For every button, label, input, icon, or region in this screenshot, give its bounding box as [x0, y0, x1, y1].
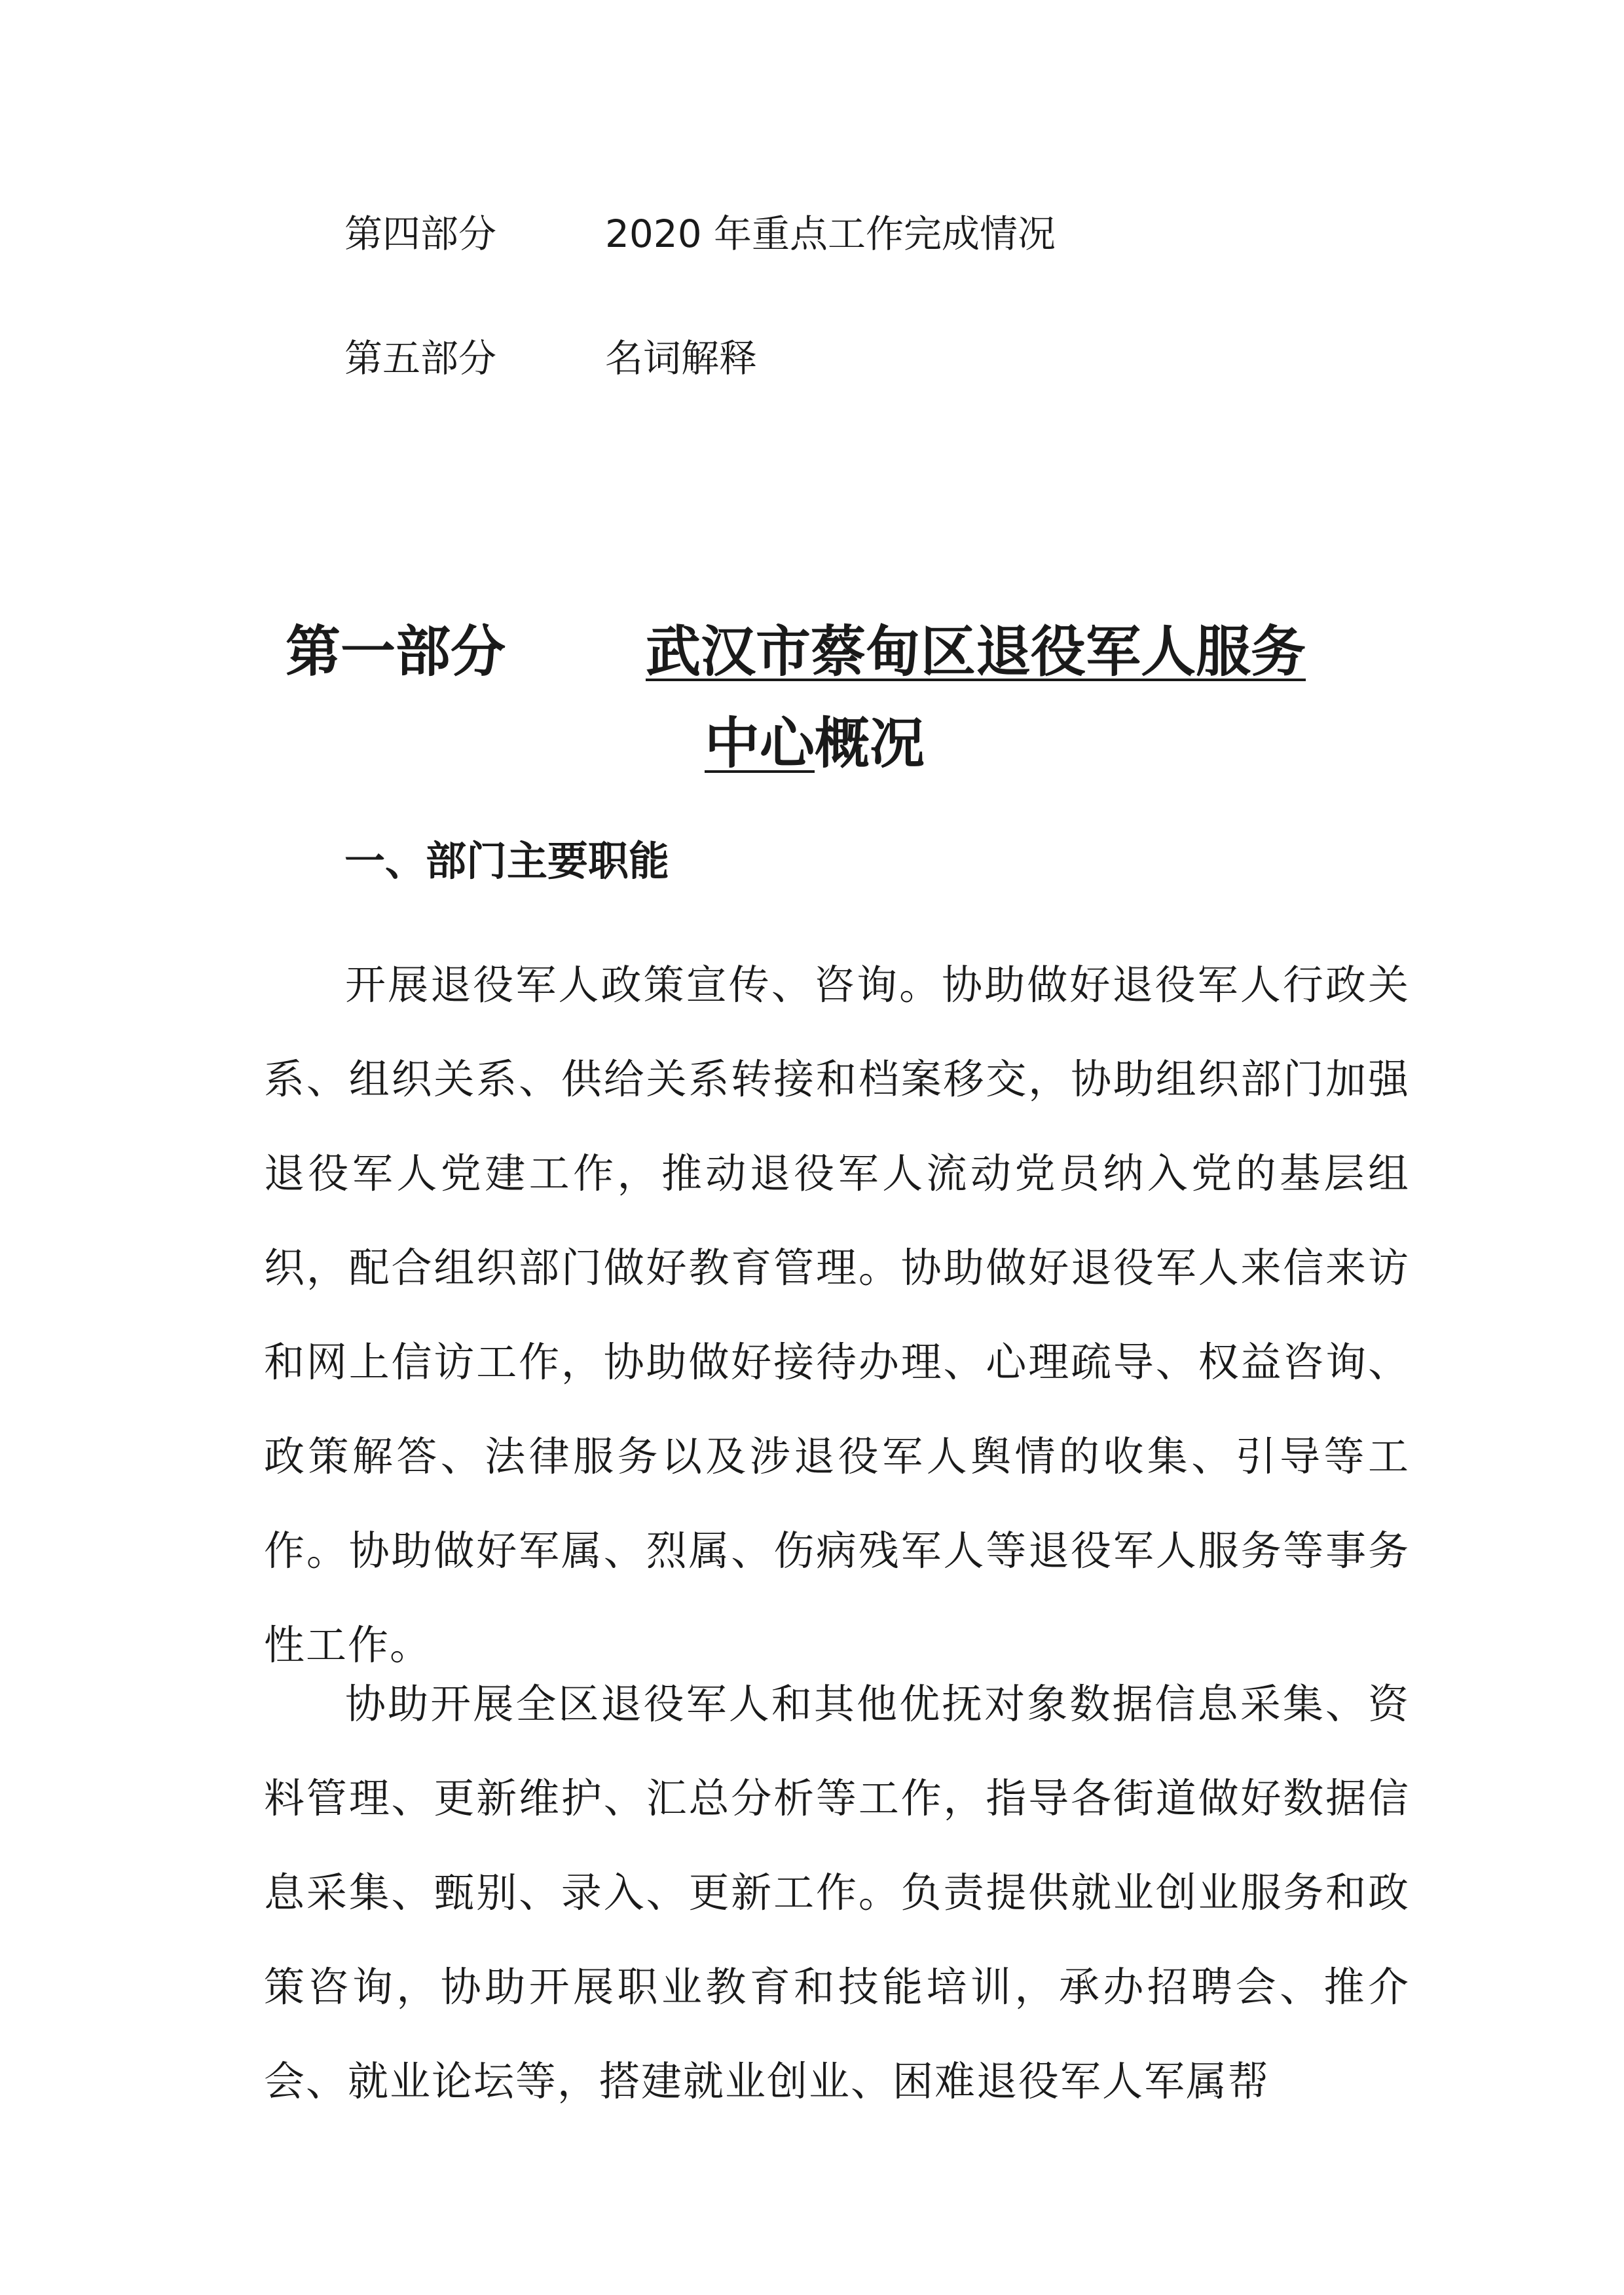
- toc-entry-part-4: [344, 204, 1056, 263]
- section-title-line-1: 武汉市蔡甸区退役军人服务: [646, 620, 1306, 684]
- section-title-line-2: [705, 704, 925, 783]
- toc-part-label: 第五部分: [344, 336, 497, 381]
- section-part-label: 第一部分: [286, 620, 506, 684]
- section-title-rest: 概况: [815, 711, 925, 775]
- body-paragraph: 协助开展全区退役军人和其他优抚对象数据信息采集、资料管理、更新维护、汇总分析等工作，指导各街道做好数据信息采集、甄别、录入、更新工作。负责提供就业创业服务和政策咨询，协助开展职业教育和技能培训，承办招聘会、推介会、就业论坛等，搭建就业创业、困难退役军人军属帮: [264, 1680, 1410, 2105]
- toc-part-label: 第四部分: [344, 212, 497, 256]
- toc-part-title: 名词解释: [605, 336, 758, 381]
- toc-part-title: 2020 年重点工作完成情况: [605, 212, 1056, 256]
- subheading-main-functions: 一、部门主要职能: [344, 837, 670, 885]
- toc-entry-part-5: [344, 329, 757, 388]
- section-title-underlined-part: 中心: [705, 711, 815, 775]
- body-paragraph: 开展退役军人政策宣传、咨询。协助做好退役军人行政关系、组织关系、供给关系转接和档案移交，协助组织部门加强退役军人党建工作，推动退役军人流动党员纳入党的基层组织，配合组织部门做好教育管理。协助做好退役军人来信来访和网上信访工作，协助做好接待办理、心理疏导、权益咨询、政策解答、法律服务以及涉退役军人舆情的收集、引导等工作。协助做好军属、烈属、伤病残军人等退役军人服务等事务性工作。: [264, 961, 1410, 1669]
